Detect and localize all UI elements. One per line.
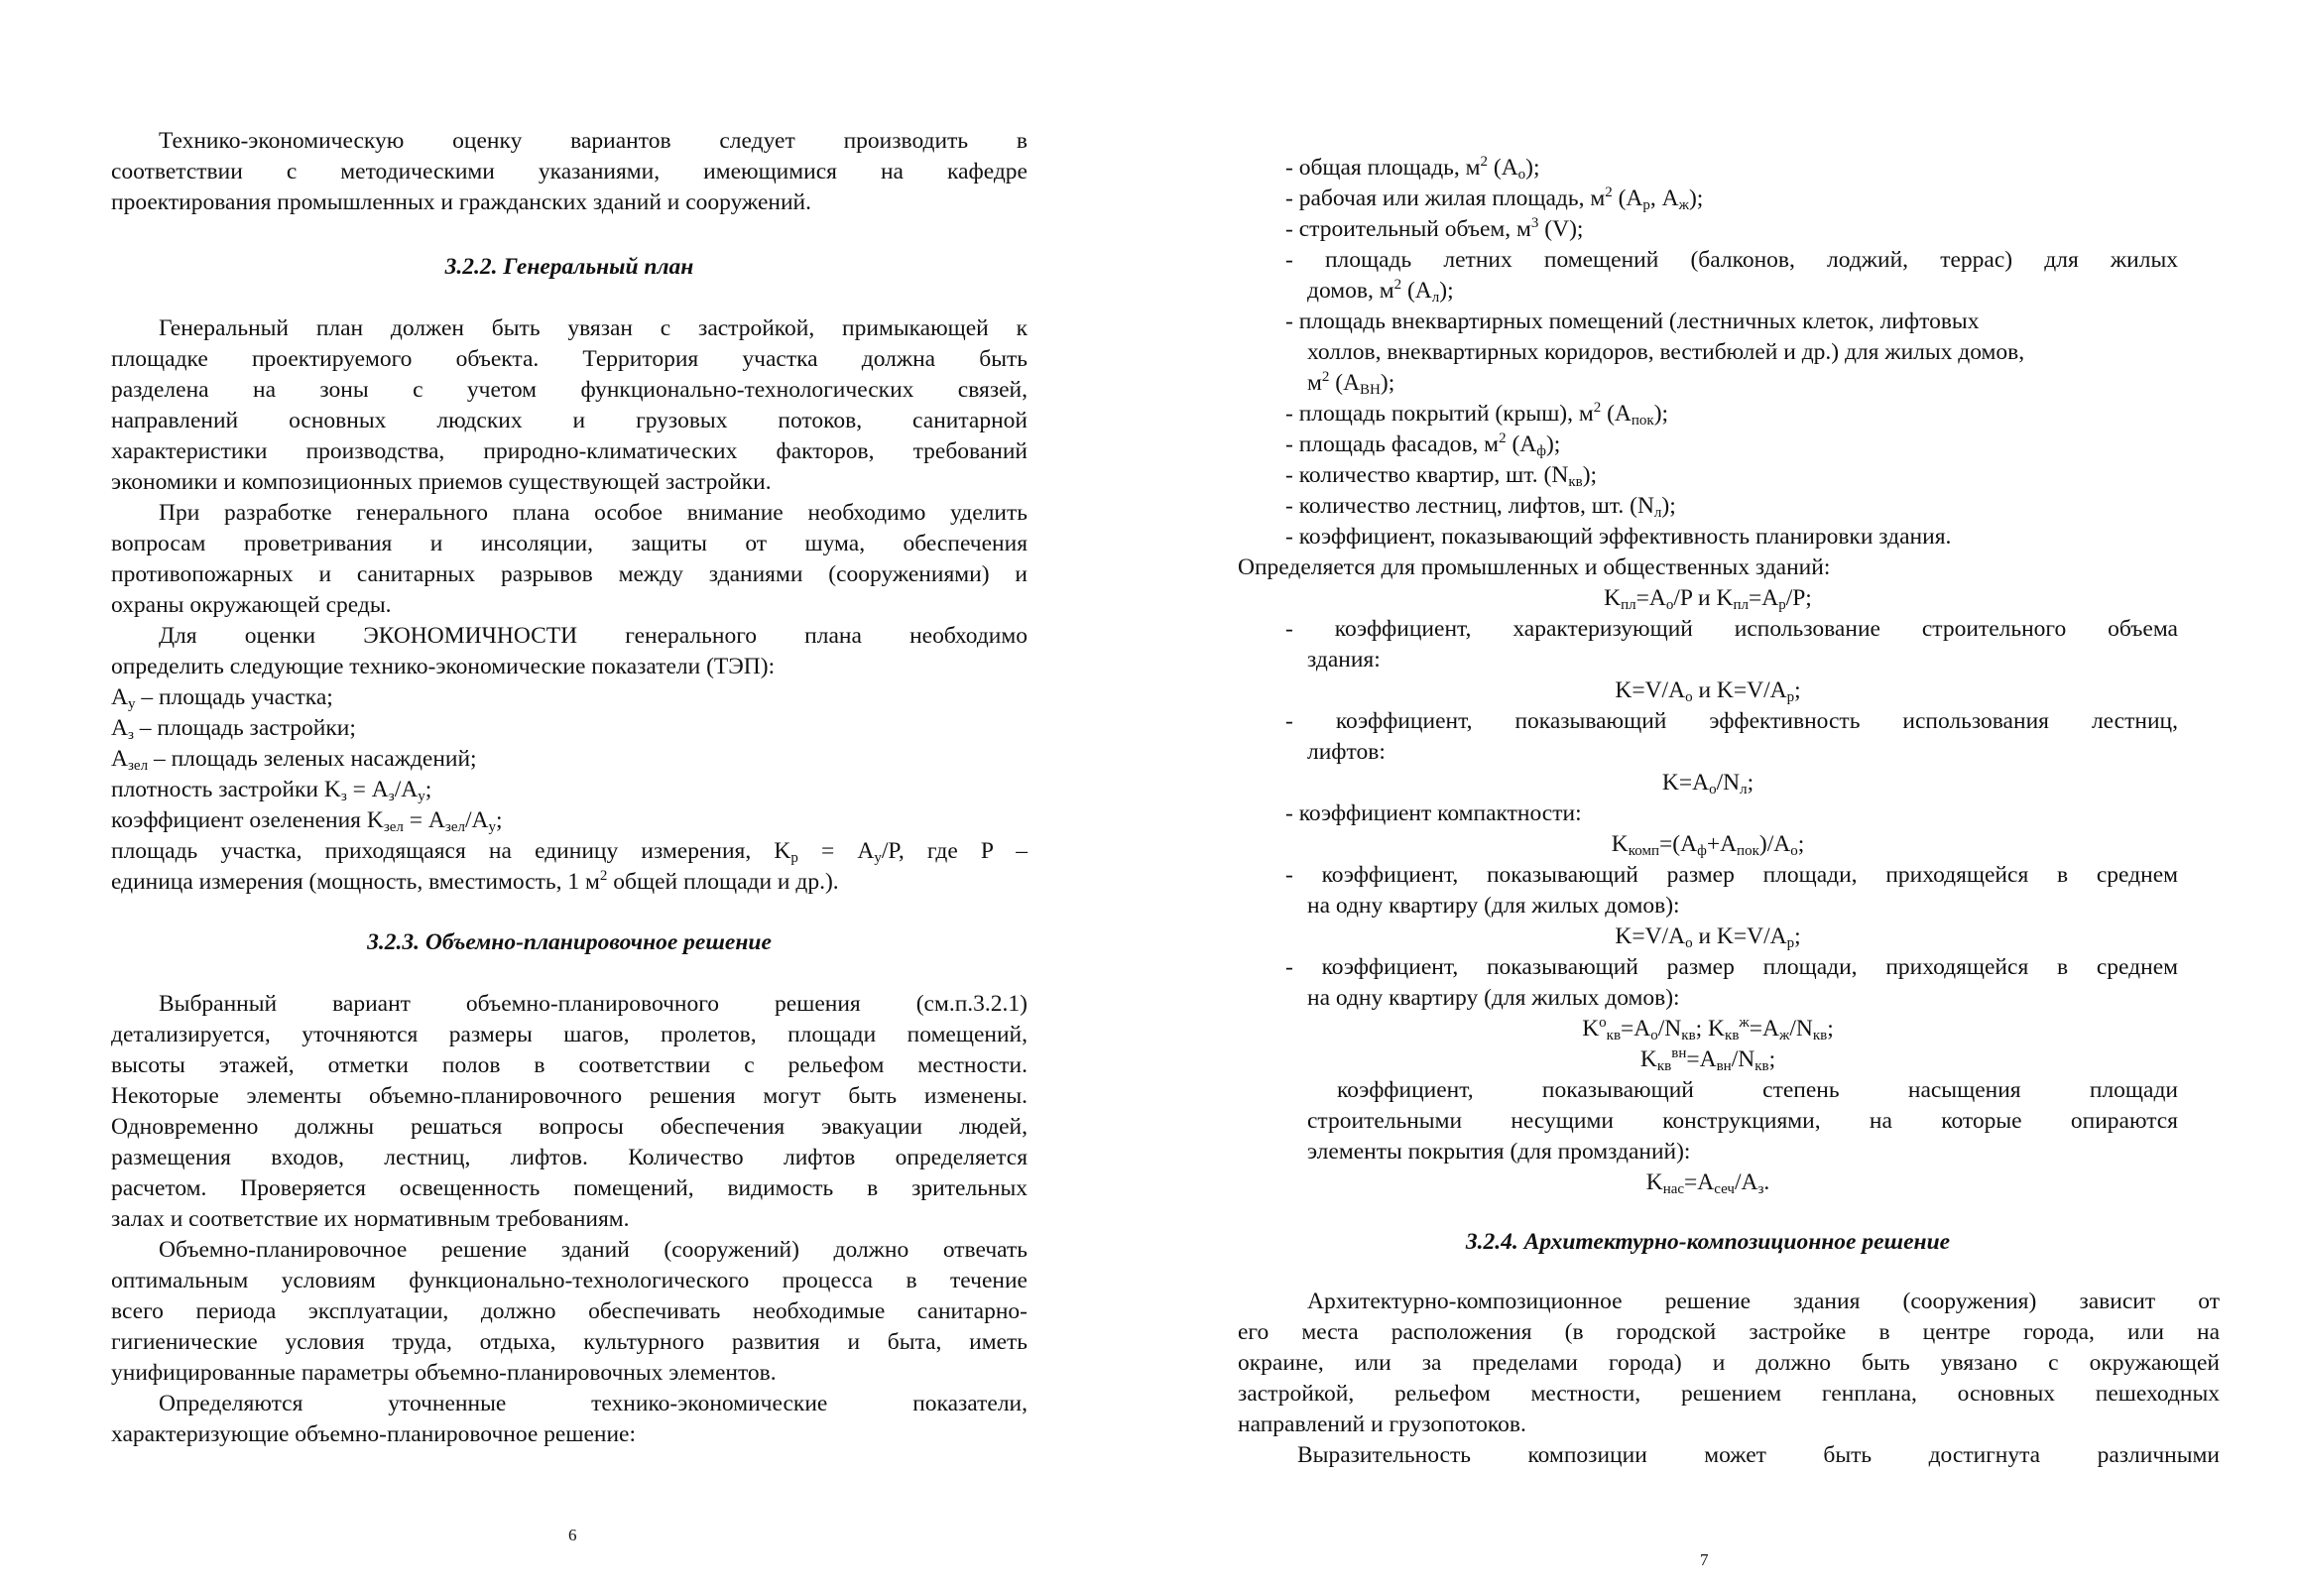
formula-k-compactness: $K_{комп}=(A_ф+A_{пок})/A_о$; — [1611, 831, 1805, 859]
volplan-line: высоты этажей, отметки полов в соответствии с рельефом местности. — [111, 1052, 1028, 1078]
intro-line: соответствии с методическими указаниями, имеющимися на кафедре — [111, 159, 1028, 184]
indicator-saturation: коэффициент, показывающий степень насыщения площади — [1337, 1077, 2178, 1103]
volplan-line: Некоторые элементы объемно-планировочного решения могут быть изменены. — [111, 1083, 1028, 1109]
section-heading-3-2-2: 3.2.2. Генеральный план — [444, 254, 694, 280]
arch-line: Архитектурно-композиционное решение здания (сооружения) зависит от — [1307, 1289, 2220, 1314]
volplan-line: Объемно-планировочное решение зданий (сооружений) должно отвечать — [159, 1237, 1028, 1263]
volplan-line: Определяются уточненные технико-экономические показатели, — [159, 1391, 1028, 1416]
indicator-stairs-efficiency-cont: лифтов: — [1307, 739, 1386, 765]
formula-k-stairs: $K=A_о/N_л$; — [1661, 770, 1754, 798]
indicator-stairs: - количество лестниц, лифтов, шт. $(N_л)$; — [1285, 493, 1676, 521]
formula-k-volume: $K=V/A_о$ и $K=V/A_р$; — [1615, 677, 1801, 705]
indicator-common-area-cont: $м^2$ $(A_{ВН})$; — [1307, 369, 1395, 398]
tep-area-building: $A_з$ – площадь застройки; — [111, 715, 356, 743]
formula-kpl: $K_{пл}=A_о/P$ и $K_{пл}=A_р/P$; — [1604, 585, 1812, 613]
tep-area-green: $A_{зел}$ – площадь зеленых насаждений; — [111, 746, 477, 774]
genplan-line: При разработке генерального плана особое внимание необходимо уделить — [159, 500, 1028, 526]
formula-k-kv-vn: $K_{кв}^{вн}=A_{вн}/N_{кв}$; — [1639, 1045, 1776, 1074]
tep-greening: коэффициент озеленения $K_{зел} = A_{зел}/A_у$; — [111, 807, 503, 835]
volplan-line: залах и соответствие их нормативным требованиям. — [111, 1206, 630, 1232]
arch-line: Выразительность композиции может быть достигнута различными — [1297, 1442, 2220, 1468]
indicator-apartments: - количество квартир, шт. $(N_{кв})$; — [1285, 462, 1598, 490]
genplan-line: охраны окружающей среды. — [111, 592, 392, 618]
volplan-line: унифицированные параметры объемно-планировочных элементов. — [111, 1360, 777, 1386]
tep-density: плотность застройки $K_з = A_з/A_у$; — [111, 777, 432, 804]
indicator-area-per-apartment-cont: на одну квартиру (для жилых домов): — [1307, 893, 1680, 919]
indicator-plan-efficiency: - коэффициент, показывающий эффективность планировки здания. — [1285, 524, 1952, 550]
indicator-volume-use-cont: здания: — [1307, 647, 1381, 673]
indicator-compactness: - коэффициент компактности: — [1285, 800, 1582, 826]
arch-line: окраине, или за пределами города) и должно быть увязано с окружающей — [1238, 1350, 2220, 1376]
volplan-line: детализируется, уточняются размеры шагов, пролетов, площади помещений, — [111, 1022, 1028, 1047]
right-page — [1149, 0, 2298, 1596]
section-heading-3-2-4: 3.2.4. Архитектурно-композиционное решение — [1465, 1229, 1951, 1255]
genplan-line: Генеральный план должен быть увязан с застройкой, примыкающей к — [159, 315, 1028, 341]
indicator-area-per-apartment-2-cont: на одну квартиру (для жилых домов): — [1307, 985, 1680, 1011]
volplan-line: оптимальным условиям функционально-технологического процесса в течение — [111, 1268, 1028, 1293]
indicator-common-area: - площадь внеквартирных помещений (лестничных клеток, лифтовых — [1285, 308, 1980, 334]
genplan-line: площадке проектируемого объекта. Территория участка должна быть — [111, 346, 1028, 372]
genplan-line: вопросам проветривания и инсоляции, защиты от шума, обеспечения — [111, 531, 1028, 556]
indicator-saturation-cont: строительными несущими конструкциями, на которые опираются — [1307, 1108, 2178, 1134]
volplan-line: размещения входов, лестниц, лифтов. Количество лифтов определяется — [111, 1145, 1028, 1170]
indicator-summer-area-cont: домов, $м^2$ $(A_л)$; — [1307, 277, 1454, 306]
indicator-total-area: - общая площадь, $м^2$ $(A_о)$; — [1285, 154, 1540, 183]
indicator-common-area-cont: холлов, внеквартирных коридоров, вестибюлей и др.) для жилых домов, — [1307, 339, 2025, 365]
genplan-line: экономики и композиционных приемов существующей застройки. — [111, 469, 772, 495]
page-number: 7 — [1700, 1550, 1709, 1569]
formula-k-apartment: $K=V/A_о$ и $K=V/A_р$; — [1615, 923, 1801, 951]
volplan-line: характеризующие объемно-планировочное решение: — [111, 1421, 637, 1447]
indicator-summer-area: - площадь летних помещений (балконов, лоджий, террас) для жилых — [1285, 247, 2178, 273]
genplan-line: определить следующие технико-экономические показатели (ТЭП): — [111, 654, 776, 679]
indicator-volume-use: - коэффициент, характеризующий использование строительного объема — [1285, 616, 2178, 642]
section-heading-3-2-3: 3.2.3. Объемно-планировочное решение — [367, 929, 772, 955]
genplan-line: противопожарных и санитарных разрывов между зданиями (сооружениями) и — [111, 561, 1028, 587]
indicator-area-per-apartment: - коэффициент, показывающий размер площади, приходящейся в среднем — [1285, 862, 2178, 888]
genplan-line: направлений основных людских и грузовых потоков, санитарной — [111, 408, 1028, 433]
arch-line: его места расположения (в городской застройке в центре города, или на — [1238, 1319, 2220, 1345]
genplan-line: разделена на зоны с учетом функционально-технологических связей, — [111, 377, 1028, 403]
volplan-line: Одновременно должны решаться вопросы обеспечения эвакуации людей, — [111, 1114, 1028, 1140]
volplan-line: всего периода эксплуатации, должно обеспечивать необходимые санитарно- — [111, 1298, 1028, 1324]
formula-k-saturation: $K_{нас}=A_{сеч}/A_з$. — [1645, 1169, 1770, 1197]
body-line: Определяется для промышленных и общественных зданий: — [1238, 554, 1831, 580]
intro-line: проектирования промышленных и гражданских зданий и сооружений. — [111, 189, 811, 215]
tep-area-site: $A_у$ – площадь участка; — [111, 684, 333, 712]
indicator-working-area: - рабочая или жилая площадь, $м^2$ ($A_р$, $A_ж$); — [1285, 184, 1704, 213]
tep-unit-area-cont: единица измерения (мощность, вместимость, 1 $м^2$ общей площади и др.). — [111, 868, 839, 895]
indicator-volume: - строительный объем, $м^3$ (V); — [1285, 215, 1584, 242]
indicator-area-per-apartment-2: - коэффициент, показывающий размер площади, приходящейся в среднем — [1285, 954, 2178, 980]
tep-unit-area: площадь участка, приходящаяся на единицу измерения, $K_р = A_у/P$, где P – — [111, 838, 1028, 866]
genplan-line: Для оценки ЭКОНОМИЧНОСТИ генерального плана необходимо — [159, 623, 1028, 649]
indicator-stairs-efficiency: - коэффициент, показывающий эффективность использования лестниц, — [1285, 708, 2178, 734]
arch-line: направлений и грузопотоков. — [1238, 1412, 1526, 1437]
indicator-saturation-cont: элементы покрытия (для промзданий): — [1307, 1139, 1691, 1165]
formula-k-kv: $K^о_{кв}=A_о/N_{кв}$; $K_{кв}^ж=A_ж/N_{кв}$; — [1582, 1015, 1834, 1044]
volplan-line: гигиенические условия труда, отдыха, культурного развития и быта, иметь — [111, 1329, 1028, 1355]
intro-line: Технико-экономическую оценку вариантов следует производить в — [159, 128, 1028, 154]
genplan-line: характеристики производства, природно-климатических факторов, требований — [111, 438, 1028, 464]
page-number: 6 — [568, 1526, 577, 1544]
volplan-line: расчетом. Проверяется освещенность помещений, видимость в зрительных — [111, 1175, 1028, 1201]
volplan-line: Выбранный вариант объемно-планировочного решения (см.п.3.2.1) — [159, 991, 1028, 1017]
indicator-facade-area: - площадь фасадов, $м^2$ $(A_ф)$; — [1285, 430, 1561, 459]
indicator-roof-area: - площадь покрытий (крыш), $м^2$ $(A_{пок})$; — [1285, 400, 1669, 429]
arch-line: застройкой, рельефом местности, решением генплана, основных пешеходных — [1238, 1381, 2220, 1407]
